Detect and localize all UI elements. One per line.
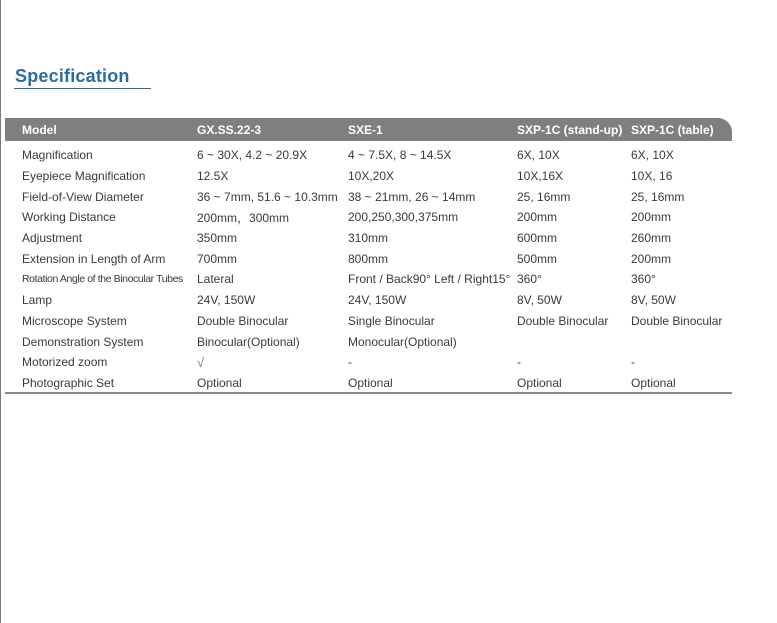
cell-sxp-stand: 6X, 10X <box>517 148 560 163</box>
specification-table <box>5 118 732 393</box>
cell-sxp-stand: - <box>517 355 521 370</box>
cell-gx: Optional <box>197 375 242 390</box>
cell-gx: 350mm <box>197 231 238 246</box>
cell-sxp-table: 25, 16mm <box>631 189 685 204</box>
cell-sxe: Optional <box>348 375 393 390</box>
cell-gx: 200mm，300mm <box>197 210 290 225</box>
cell-sxp-stand: 500mm <box>517 251 558 266</box>
row-label: Demonstration System <box>22 334 144 349</box>
row-label: Eyepiece Magnification <box>22 169 146 184</box>
header-sxp-1c-table: SXP-1C (table) <box>631 122 714 137</box>
table-row-working-distance <box>5 207 732 228</box>
cell-sxe: Single Binocular <box>348 313 435 328</box>
row-label: Adjustment <box>22 231 83 246</box>
cell-sxp-table: 260mm <box>631 231 672 246</box>
table-row-rotation-angle <box>5 269 732 290</box>
cell-sxe: Front / Back90° Left / Right15° <box>348 272 511 287</box>
cell-sxe: 310mm <box>348 231 389 246</box>
cell-sxp-stand: 8V, 50W <box>517 293 562 308</box>
table-row-field-of-view <box>5 186 732 207</box>
table-row-demonstration-system <box>5 331 732 352</box>
table-row-motorized-zoom <box>5 352 732 373</box>
check-mark-icon: √ <box>197 354 205 370</box>
cell-sxp-table: 360° <box>631 272 656 287</box>
table-row-lamp <box>5 290 732 311</box>
row-label: Rotation Angle of the Binocular Tubes <box>22 273 183 286</box>
cell-sxe: 4 ~ 7.5X, 8 ~ 14.5X <box>348 148 452 163</box>
cell-sxe: Monocular(Optional) <box>348 334 457 349</box>
cell-sxp-stand: 25, 16mm <box>517 189 571 204</box>
cell-sxe: 38 ~ 21mm, 26 ~ 14mm <box>348 189 476 204</box>
header-gx-ss-22-3: GX.SS.22-3 <box>197 122 262 137</box>
title-underline <box>14 88 151 89</box>
cell-gx: Double Binocular <box>197 313 289 328</box>
cell-gx: 700mm <box>197 251 238 266</box>
cell-sxp-stand: Double Binocular <box>517 313 609 328</box>
header-sxe-1: SXE-1 <box>348 122 383 137</box>
cell-sxp-table: 6X, 10X <box>631 148 674 163</box>
cell-sxp-table: 200mm <box>631 251 672 266</box>
cell-sxe: 10X,20X <box>348 169 395 184</box>
table-bottom-rule <box>5 392 732 394</box>
header-sxp-1c-stand-up: SXP-1C (stand-up) <box>517 122 623 137</box>
row-label: Working Distance <box>22 210 116 225</box>
cell-gx: 6 ~ 30X, 4.2 ~ 20.9X <box>197 148 308 163</box>
cell-sxp-table: 200mm <box>631 210 672 225</box>
table-row-photographic-set <box>5 373 732 394</box>
page-left-border <box>0 0 1 623</box>
cell-gx: Binocular(Optional) <box>197 334 300 349</box>
cell-sxp-stand: 200mm <box>517 210 558 225</box>
page-title: Specification <box>15 66 130 86</box>
cell-sxp-table: Double Binocular <box>631 313 723 328</box>
cell-sxe: 800mm <box>348 251 389 266</box>
table-row-eyepiece-magnification <box>5 166 732 187</box>
table-row-arm-extension <box>5 248 732 269</box>
cell-sxp-stand: 10X,16X <box>517 169 564 184</box>
table-row-adjustment <box>5 228 732 249</box>
row-label: Magnification <box>22 148 93 163</box>
cell-sxp-table: 8V, 50W <box>631 293 676 308</box>
cell-sxe: 24V, 150W <box>348 293 407 308</box>
cell-sxp-table: - <box>631 355 635 370</box>
row-label: Photographic Set <box>22 375 115 390</box>
cell-sxp-stand: Optional <box>517 375 562 390</box>
row-label: Microscope System <box>22 313 127 328</box>
row-label: Motorized zoom <box>22 355 108 370</box>
table-row-microscope-system <box>5 311 732 332</box>
cell-sxp-stand: 600mm <box>517 231 558 246</box>
cell-sxp-table: 10X, 16 <box>631 169 673 184</box>
row-label: Field-of-View Diameter <box>22 189 144 204</box>
header-model: Model <box>22 122 57 137</box>
cell-gx: Lateral <box>197 272 234 287</box>
cell-gx: 24V, 150W <box>197 293 256 308</box>
cell-sxp-stand: 360° <box>517 272 542 287</box>
row-label: Lamp <box>22 293 53 308</box>
cell-sxe: - <box>348 355 352 370</box>
row-label: Extension in Length of Arm <box>22 251 166 266</box>
table-row-magnification <box>5 145 732 166</box>
table-header-row <box>5 118 732 141</box>
cell-gx: 36 ~ 7mm, 51.6 ~ 10.3mm <box>197 189 338 204</box>
cell-gx: 12.5X <box>197 169 229 184</box>
cell-sxe: 200,250,300,375mm <box>348 210 459 225</box>
cell-sxp-table: Optional <box>631 375 676 390</box>
